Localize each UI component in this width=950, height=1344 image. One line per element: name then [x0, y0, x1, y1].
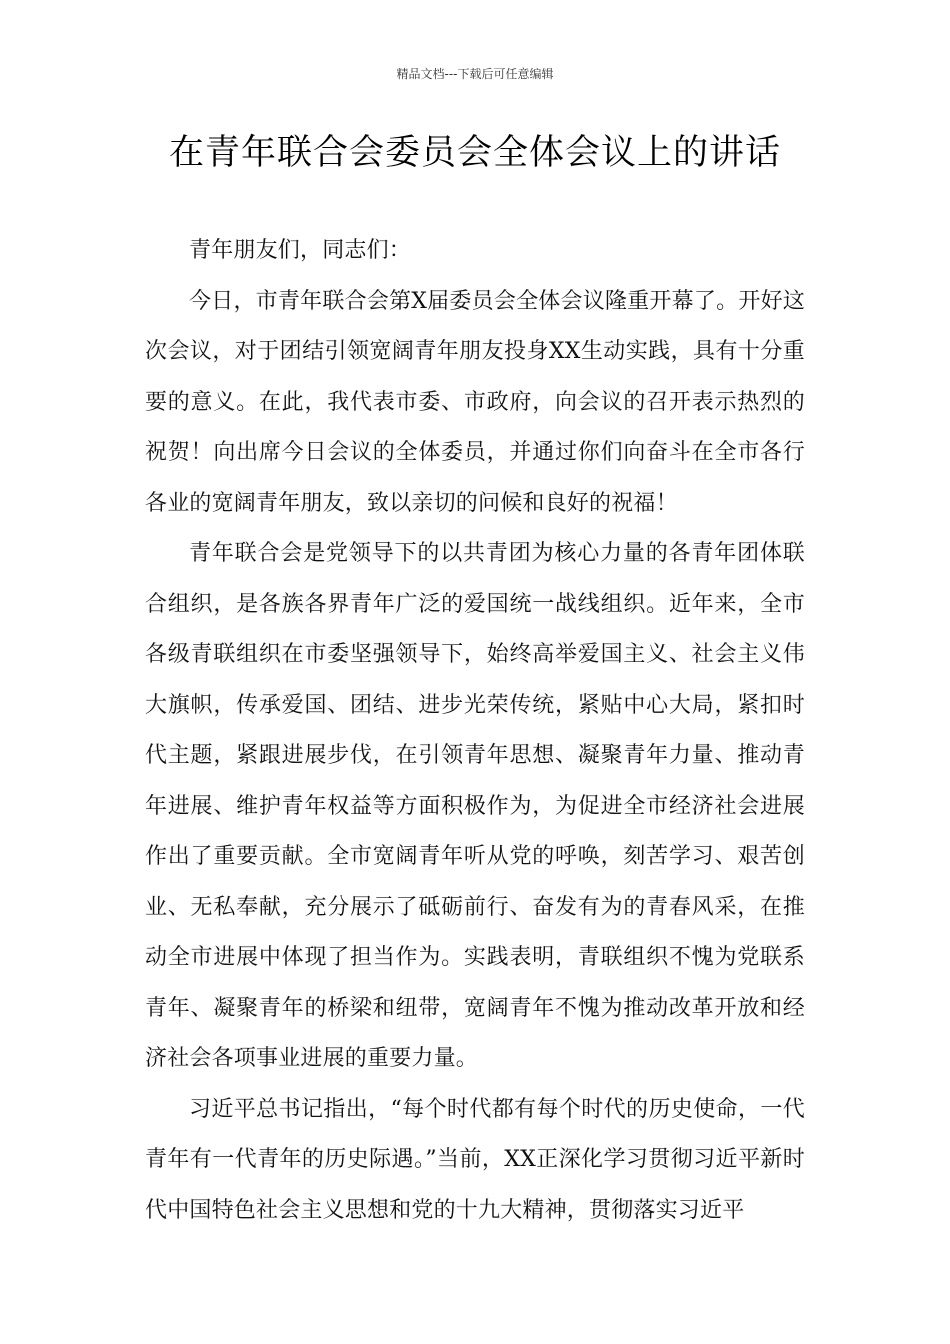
header-note: 精品文档---下载后可任意编辑 [396, 67, 554, 81]
speech-body [145, 226, 805, 1236]
body-paragraph: 今日，市青年联合会第X届委员会全体会议隆重开幕了。开好这次会议，对于团结引领宽阔青年朋友投身XX生动实践，具有十分重要的意义。在此，我代表市委、市政府，向会议的召开表示热烈的祝贺！向出席今日会议的全体委员，并通过你们向奋斗在全市各行各业的宽阔青年朋友，致以亲切的问候和良好的祝福！ [145, 288, 805, 516]
body-paragraph: 青年联合会是党领导下的以共青团为核心力量的各青年团体联合组织，是各族各界青年广泛的爱国统一战线组织。近年来，全市各级青联组织在市委坚强领导下，始终高举爱国主义、社会主义伟大旗帜，传承爱国、团结、进步光荣传统，紧贴中心大局，紧扣时代主题，紧跟进展步伐，在引领青年思想、凝聚青年力量、推动青年进展、维护青年权益等方面积极作为，为促进全市经济社会进展作出了重要贡献。全市宽阔青年听从党的呼唤，刻苦学习、艰苦创业、无私奉献，充分展示了砥砺前行、奋发有为的青春风采，在推动全市进展中体现了担当作为。实践表明，青联组织不愧为党联系青年、凝聚青年的桥梁和纽带，宽阔青年不愧为推动改革开放和经济社会各项事业进展的重要力量。 [145, 541, 805, 1071]
salutation-paragraph: 青年朋友们，同志们： [189, 238, 412, 263]
document-title: 在青年联合会委员会全体会议上的讲话 [168, 133, 781, 173]
body-paragraph: 习近平总书记指出，“每个时代都有每个时代的历史使命，一代青年有一代青年的历史际遇。”当前，XX正深化学习贯彻习近平新时代中国特色社会主义思想和党的十九大精神，贯彻落实习近平 [145, 1096, 805, 1223]
